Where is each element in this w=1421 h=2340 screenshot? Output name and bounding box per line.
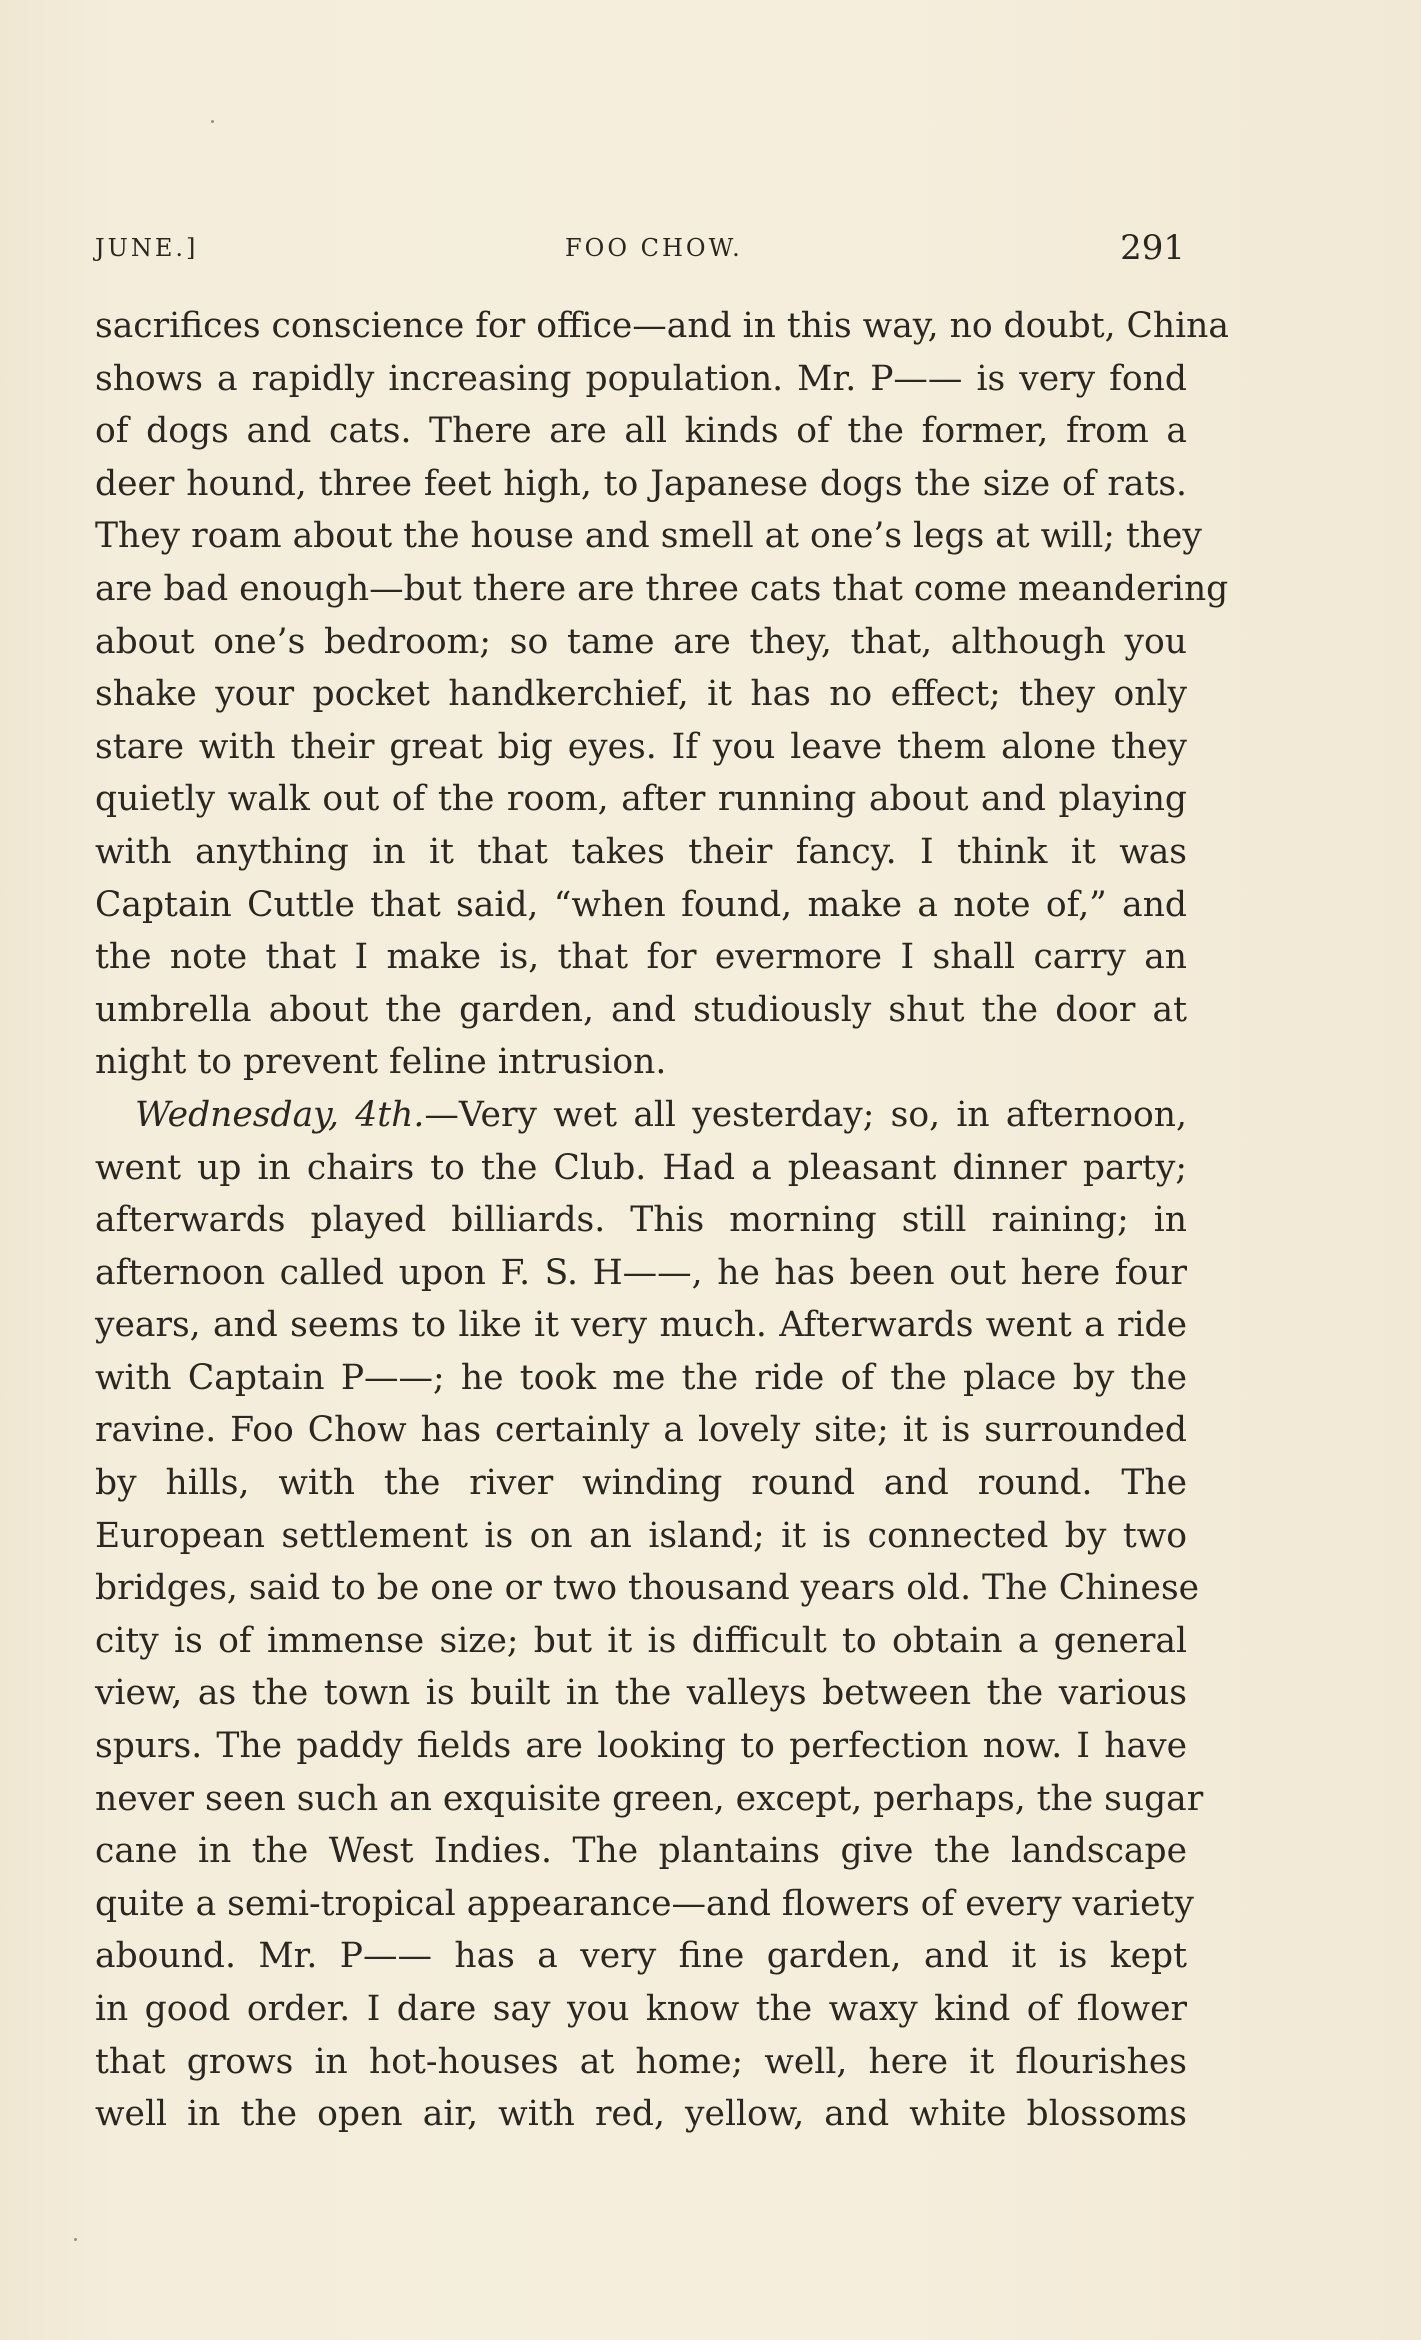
- text-line: view, as the town is built in the valleys between the various: [95, 1673, 1187, 1714]
- text-line: European settlement is on an island; it is connected by two: [95, 1515, 1187, 1556]
- paper-speck: [74, 2238, 77, 2241]
- paper-speck: [211, 120, 214, 123]
- text-line: stare with their great big eyes. If you leave them alone they: [95, 726, 1187, 767]
- diary-date: Wednesday, 4th.: [135, 1094, 425, 1135]
- text-line: with anything in it that takes their fancy. I think it was: [95, 831, 1187, 872]
- running-head: [95, 228, 1185, 268]
- text-line: never seen such an exquisite green, except, perhaps, the sugar: [95, 1778, 1204, 1819]
- text-run: —Very wet all yesterday; so, in afternoon,: [424, 1094, 1187, 1135]
- text-line: shake your pocket handkerchief, it has no effect; they only: [95, 674, 1187, 715]
- text-line: cane in the West Indies. The plantains give the landscape: [95, 1831, 1187, 1872]
- text-line: They roam about the house and smell at one’s legs at will; they: [95, 516, 1202, 557]
- text-line: abound. Mr. P—— has a very fine garden, and it is kept: [95, 1936, 1187, 1977]
- header-month: JUNE.]: [95, 234, 199, 262]
- text-line: quietly walk out of the room, after running about and playing: [95, 779, 1187, 820]
- diary-entry-first-line: [95, 1089, 1187, 1142]
- header-title: FOO CHOW.: [565, 234, 743, 262]
- text-line: well in the open air, with red, yellow, and white blossoms: [95, 2094, 1187, 2135]
- text-line: afternoon called upon F. S. H——, he has been out here four: [95, 1252, 1187, 1293]
- text-line: by hills, with the river winding round and round. The: [95, 1463, 1187, 1504]
- text-line: sacrifices conscience for office—and in this way, no doubt, China: [95, 306, 1229, 346]
- text-line: night to prevent feline intrusion.: [95, 1042, 667, 1083]
- text-line: spurs. The paddy fields are looking to perfection now. I have: [95, 1726, 1187, 1767]
- text-line: about one’s bedroom; so tame are they, that, although you: [95, 621, 1187, 662]
- text-line: city is of immense size; but it is difficult to obtain a general: [95, 1620, 1187, 1661]
- body-text: [95, 300, 1229, 2141]
- text-line: that grows in hot-houses at home; well, here it flourishes: [95, 2041, 1187, 2082]
- text-line: with Captain P——; he took me the ride of the place by the: [95, 1357, 1187, 1398]
- text-line: quite a semi-tropical appearance—and flowers of every variety: [95, 1883, 1194, 1924]
- text-line: ravine. Foo Chow has certainly a lovely site; it is surrounded: [95, 1410, 1187, 1451]
- text-line: afterwards played billiards. This morning still raining; in: [95, 1200, 1187, 1241]
- text-line: went up in chairs to the Club. Had a pleasant dinner party;: [95, 1147, 1187, 1188]
- text-line: years, and seems to like it very much. Afterwards went a ride: [95, 1305, 1187, 1346]
- text-line: deer hound, three feet high, to Japanese dogs the size of rats.: [95, 463, 1187, 504]
- text-line: Captain Cuttle that said, “when found, make a note of,” and: [95, 884, 1187, 925]
- text-line: umbrella about the garden, and studiously shut the door at: [95, 989, 1187, 1030]
- page-number: 291: [1120, 228, 1185, 268]
- text-line: are bad enough—but there are three cats that come meandering: [95, 568, 1229, 609]
- text-line: bridges, said to be one or two thousand years old. The Chinese: [95, 1568, 1200, 1609]
- text-line: shows a rapidly increasing population. Mr. P—— is very fond: [95, 358, 1187, 399]
- text-line: of dogs and cats. There are all kinds of the former, from a: [95, 411, 1187, 452]
- text-line: the note that I make is, that for evermore I shall carry an: [95, 937, 1187, 978]
- text-line: in good order. I dare say you know the waxy kind of flower: [95, 1989, 1187, 2029]
